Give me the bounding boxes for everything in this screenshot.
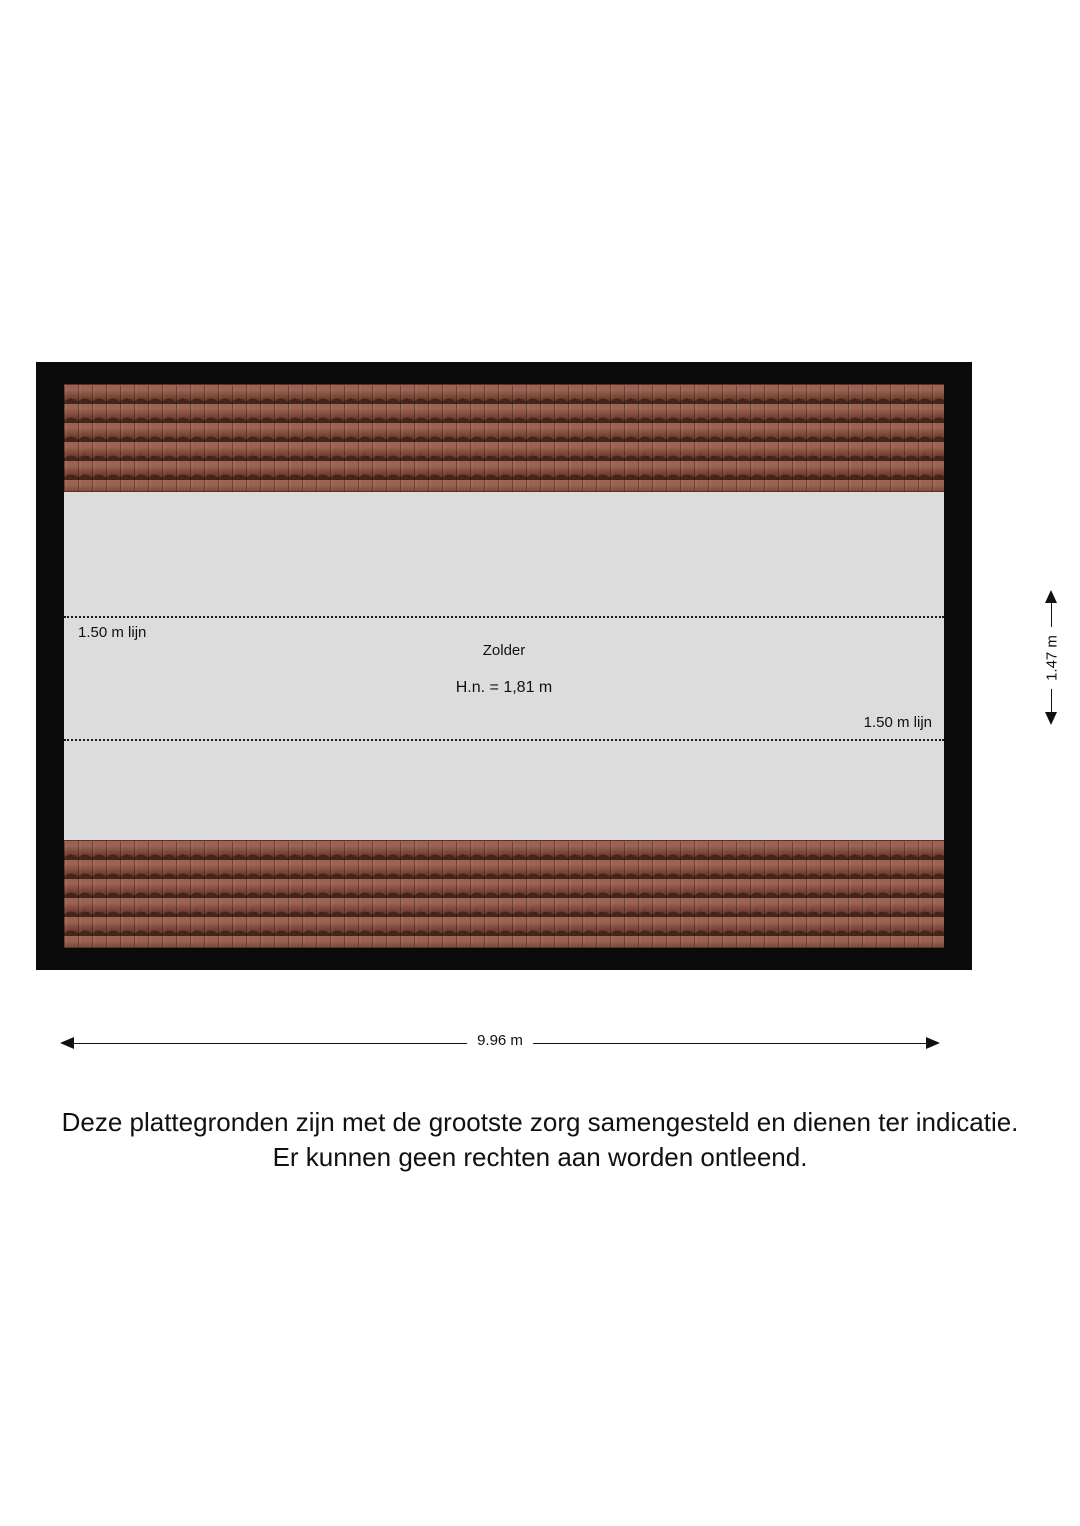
disclaimer-line-1: Deze plattegronden zijn met de grootste zorg samengesteld en dienen ter indicatie. [61,1107,1019,1137]
arrow-down-icon [1045,712,1057,725]
disclaimer-line-2: Er kunnen geen rechten aan worden ontleend. [272,1142,808,1173]
roof-tiles-top [64,384,944,492]
dimension-width-label: 9.96 m [467,1032,533,1049]
dimension-width [60,1034,940,1054]
height-line-lower-label: 1.50 m lijn [863,714,932,731]
room-label-block [64,642,944,697]
disclaimer [0,1105,1080,1176]
floorplan-attic [36,362,972,970]
dimension-height [1040,590,1064,725]
roof-tiles-bottom [64,840,944,948]
dimension-height-label: 1.47 m [1044,627,1061,689]
height-line-upper [64,616,944,618]
arrow-left-icon [60,1037,74,1049]
room-name-label: Zolder [482,642,526,659]
room-height-label: H.n. = 1,81 m [455,679,553,696]
floorplan-interior [64,384,944,948]
height-line-upper-label: 1.50 m lijn [78,624,147,641]
height-line-lower [64,739,944,741]
arrow-right-icon [926,1037,940,1049]
